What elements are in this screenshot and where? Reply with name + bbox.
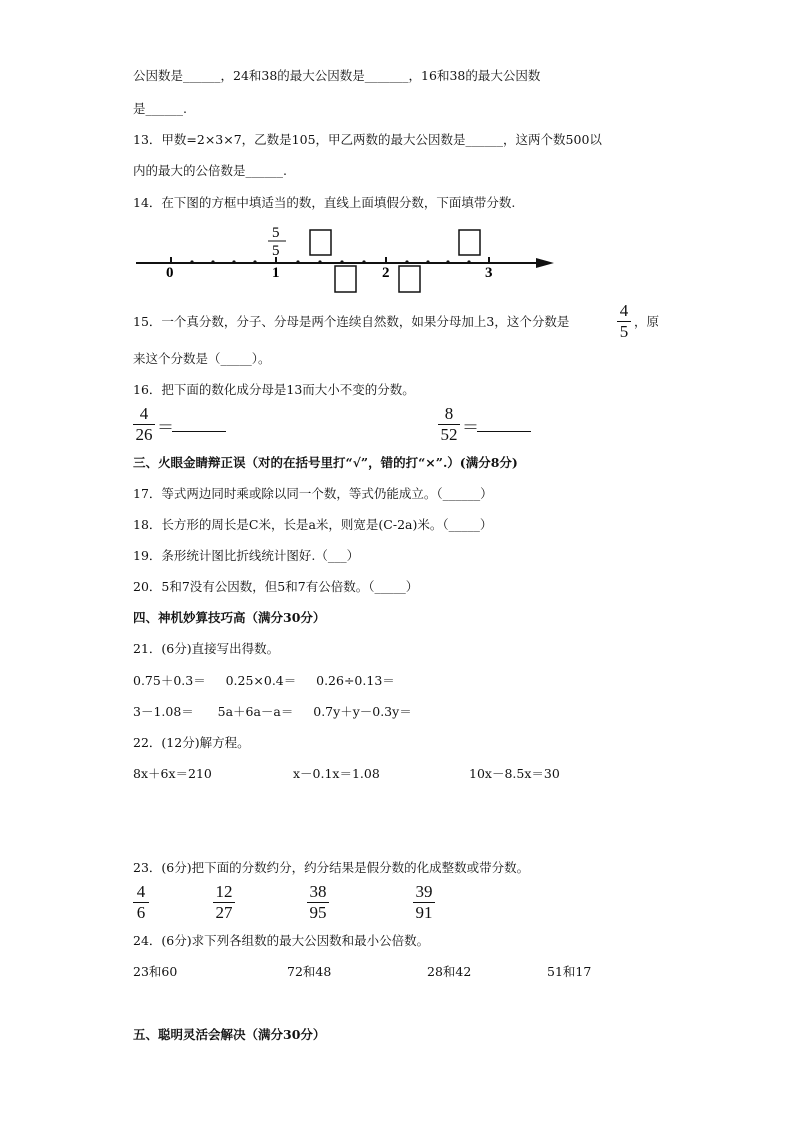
section-5-heading: 五、聪明灵活会解决（满分30分） xyxy=(133,1027,326,1042)
question-20: 20．5和7没有公因数，但5和7有公倍数。（_____） xyxy=(133,579,419,594)
fraction-numerator: 38 xyxy=(309,882,327,901)
number-line-fraction-numerator: 5 xyxy=(272,225,280,241)
fraction-numerator: 8 xyxy=(444,404,454,423)
section-4-heading: 四、神机妙算技巧高（满分30分） xyxy=(133,610,326,625)
question-23: 23．(6分)把下面的分数约分，约分结果是假分数的化成整数或带分数。 xyxy=(133,860,530,875)
fraction-numerator: 4 xyxy=(136,882,146,901)
question-14: 14．在下图的方框中填适当的数，直线上面填假分数，下面填带分数. xyxy=(133,195,516,210)
equation-22a: 8x＋6x＝210 xyxy=(133,766,212,781)
number-line-label-0: 0 xyxy=(166,265,174,281)
fraction-numerator: 39 xyxy=(415,882,433,901)
question-21-row-1: 0.75＋0.3＝ 0.25×0.4＝ 0.26÷0.13＝ xyxy=(133,673,395,688)
question-13-line-2: 内的最大的公倍数是______. xyxy=(133,163,287,178)
equation-22c: 10x－8.5x＝30 xyxy=(469,766,560,781)
question-15-line-2: 来这个分数是（_____）。 xyxy=(133,351,271,366)
q23-fraction-3 xyxy=(307,883,329,922)
q24-group-4: 51和17 xyxy=(547,964,592,979)
answer-box-below-2 xyxy=(399,266,420,292)
number-line-fraction-denominator: 5 xyxy=(272,243,280,259)
q23-fraction-4 xyxy=(413,883,435,922)
question-24: 24．(6分)求下列各组数的最大公因数和最小公倍数。 xyxy=(133,933,430,948)
q16-answer-line-a xyxy=(172,430,226,432)
question-13: 13．甲数=2×3×7，乙数是105，甲乙两数的最大公因数是______，这两个数500以 xyxy=(133,132,602,147)
fraction-denominator: 95 xyxy=(309,903,327,922)
q15-fraction xyxy=(617,302,631,341)
question-18: 18．长方形的周长是C米，长是a米，则宽是(C-2a)米。（_____） xyxy=(133,517,493,532)
q12-continuation-line-2: 是______. xyxy=(133,101,187,116)
q12-continuation-line: 公因数是______，24和38的最大公因数是_______，16和38的最大公因数 xyxy=(133,68,541,83)
fraction-denominator: 91 xyxy=(415,903,433,922)
number-line-arrow xyxy=(536,258,554,268)
fraction-numerator: 12 xyxy=(215,882,233,901)
q23-fraction-1 xyxy=(133,883,149,922)
fraction-denominator: 5 xyxy=(619,322,629,341)
question-15: 15．一个真分数，分子、分母是两个连续自然数，如果分母加上3，这个分数是 xyxy=(133,314,570,329)
question-19: 19．条形统计图比折线统计图好.（___） xyxy=(133,548,360,563)
number-line-label-1: 1 xyxy=(272,265,280,281)
answer-box-below-1 xyxy=(335,266,356,292)
number-line-figure xyxy=(130,222,560,297)
q16-fraction-b xyxy=(438,405,460,444)
question-16: 16．把下面的数化成分母是13而大小不变的分数。 xyxy=(133,382,415,397)
answer-box-above-2 xyxy=(459,230,480,255)
number-line-label-2: 2 xyxy=(382,265,390,281)
fraction-numerator: 4 xyxy=(619,301,629,320)
number-line-label-3: 3 xyxy=(485,265,493,281)
q16-answer-line-b xyxy=(477,430,531,432)
question-22: 22．(12分)解方程。 xyxy=(133,735,250,750)
fraction-denominator: 27 xyxy=(215,903,233,922)
q24-group-3: 28和42 xyxy=(427,964,472,979)
fraction-numerator: 4 xyxy=(139,404,149,423)
answer-box-above-1 xyxy=(310,230,331,255)
question-15-tail: ，原 xyxy=(634,314,660,329)
question-21-row-2: 3－1.08＝ 5a＋6a－a＝ 0.7y＋y－0.3y＝ xyxy=(133,704,412,719)
question-17: 17．等式两边同时乘或除以同一个数，等式仍能成立。（______） xyxy=(133,486,493,501)
question-21: 21．(6分)直接写出得数。 xyxy=(133,641,280,656)
fraction-denominator: 26 xyxy=(135,425,153,444)
q16-equals-b: ＝ xyxy=(462,418,479,437)
q23-fraction-2 xyxy=(213,883,235,922)
equation-22b: x－0.1x＝1.08 xyxy=(293,766,380,781)
q16-fraction-a xyxy=(133,405,155,444)
q24-group-2: 72和48 xyxy=(287,964,332,979)
section-3-heading: 三、火眼金睛辩正误（对的在括号里打“√”，错的打“×”.）(满分8分) xyxy=(133,455,518,470)
fraction-denominator: 6 xyxy=(136,903,146,922)
q16-equals-a: ＝ xyxy=(157,418,174,437)
q24-group-1: 23和60 xyxy=(133,964,178,979)
fraction-denominator: 52 xyxy=(440,425,458,444)
